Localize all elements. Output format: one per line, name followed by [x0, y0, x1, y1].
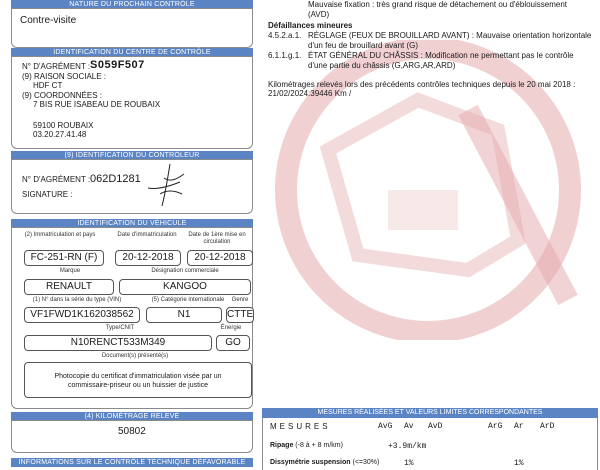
- energie-field: GO: [216, 335, 250, 351]
- km-note-2: 21/02/2024:39446 Km /: [268, 89, 352, 98]
- col-avd: AvD: [428, 422, 443, 431]
- km-header: (4) KILOMÉTRAGE RELEVÉ: [11, 412, 253, 421]
- agrement-label: N° D'AGRÉMENT :: [22, 62, 91, 71]
- nature-box: [11, 8, 253, 48]
- energie-label: Énergie: [220, 325, 242, 331]
- immat-field: FC-251-RN (F): [24, 250, 104, 266]
- ctrl-agrement-value: 062D1281: [90, 173, 141, 185]
- documents-value: Photocopie du certificat d'immatriculation visée par un commissaire-priseur ou un huissier de justice: [54, 373, 222, 389]
- defaillances-title: Défaillances mineures: [268, 21, 353, 30]
- coord-label: (9) COORDONNÉES :: [22, 91, 103, 100]
- signature-scribble: [140, 160, 190, 210]
- km-note-1: Kilométrages relevés lors des précédents contrôles techniques depuis le 20 mai 2018 :: [268, 80, 576, 89]
- designation-field: KANGOO: [119, 279, 251, 295]
- dissym-label: [270, 459, 379, 466]
- genre-label: Genre: [231, 297, 249, 303]
- col-arg: ArG: [488, 422, 503, 431]
- raison-label: (9) RAISON SOCIALE :: [22, 72, 107, 81]
- vin-field: VF1FWD1K162038562: [24, 307, 140, 323]
- col-ar: Ar: [514, 422, 524, 431]
- d1-text-2: d'un feu de brouillard avant (G): [308, 41, 419, 50]
- d1-code: 4.5.2.a.1.: [268, 31, 302, 40]
- vin-label: (1) N° dans la série du type (VIN): [32, 297, 122, 303]
- dissym-limit: (<=30%): [352, 459, 380, 466]
- info-header: INFORMATIONS SUR LE CONTRÔLE TECHNIQUE DÉFAVORABLE: [11, 458, 253, 467]
- controleur-header: (9) IDENTIFICATION DU CONTRÔLEUR: [11, 151, 253, 160]
- top-line-2: (AVD): [308, 10, 330, 19]
- date-first-label: Date de 1ère mise en circulation: [188, 232, 246, 245]
- mesures-title: MESURES: [270, 422, 331, 431]
- raison-value: HDF CT: [33, 81, 63, 90]
- address-street: 7 BIS RUE ISABEAU DE ROUBAIX: [33, 100, 161, 109]
- date-immat-field: 20-12-2018: [115, 250, 181, 266]
- ripage-label: [270, 442, 343, 449]
- nature-header: NATURE DU PROCHAIN CONTRÔLE: [11, 0, 253, 9]
- km-value: 50802: [118, 426, 146, 437]
- dissym-name: Dissymétrie suspension: [270, 459, 351, 466]
- agrement-value: S059F507: [90, 59, 145, 71]
- d2-code: 6.1.1.g.1.: [268, 51, 302, 60]
- col-av: Av: [404, 422, 414, 431]
- ctrl-agrement-label: N° D'AGRÉMENT :: [22, 175, 91, 184]
- ripage-limit: (-8 à + 8 m/km): [295, 442, 343, 449]
- categorie-label: (5) Catégorie internationale: [151, 297, 225, 303]
- phone: 03.20.27.41.48: [33, 130, 87, 139]
- immat-label: (2) Immatriculation et pays: [24, 232, 96, 238]
- dissym-ar: 1%: [514, 459, 524, 468]
- d2-text-1: ÉTAT GÉNÉRAL DU CHÂSSIS : Modification ne permettant pas le contrôle: [308, 51, 574, 60]
- col-avg: AvG: [378, 422, 393, 431]
- date-immat-label: Date d'immatriculation: [117, 232, 177, 238]
- controleur-box: [11, 159, 253, 214]
- address-city: 59100 ROUBAIX: [33, 121, 94, 130]
- centre-header: IDENTIFICATION DU CENTRE DE CONTRÔLE: [11, 48, 253, 57]
- documents-label: Document(s) présenté(s): [101, 353, 169, 359]
- marque-field: RENAULT: [24, 279, 114, 295]
- type-field: N10RENCT533M349: [24, 335, 212, 351]
- categorie-field: N1: [146, 307, 222, 323]
- vehicule-header: IDENTIFICATION DU VÉHICULE: [11, 219, 253, 228]
- signature-label: SIGNATURE :: [22, 190, 73, 199]
- d1-text-1: RÉGLAGE (FEUX DE BROUILLARD AVANT) : Mauvaise orientation horizontale: [308, 31, 592, 40]
- mesures-header: MESURES RÉALISÉES ET VALEURS LIMITES CORRESPONDANTES: [262, 408, 598, 418]
- genre-field: CTTE: [226, 307, 254, 323]
- ripage-value: +3.9m/km: [388, 442, 427, 451]
- designation-label: Désignation commerciale: [151, 268, 219, 274]
- col-ard: ArD: [540, 422, 555, 431]
- dissym-av: 1%: [404, 459, 414, 468]
- date-first-field: 20-12-2018: [187, 250, 253, 266]
- marque-label: Marque: [59, 268, 81, 274]
- d2-text-2: d'une partie du châssis (G,ARG,AR,ARD): [308, 61, 456, 70]
- top-line-1: Mauvaise fixation : très grand risque de détachement ou d'éblouissement: [308, 0, 568, 9]
- ripage-name: Ripage: [270, 442, 294, 449]
- type-label: Type/CNIT: [105, 325, 135, 331]
- nature-value: Contre-visite: [20, 15, 77, 26]
